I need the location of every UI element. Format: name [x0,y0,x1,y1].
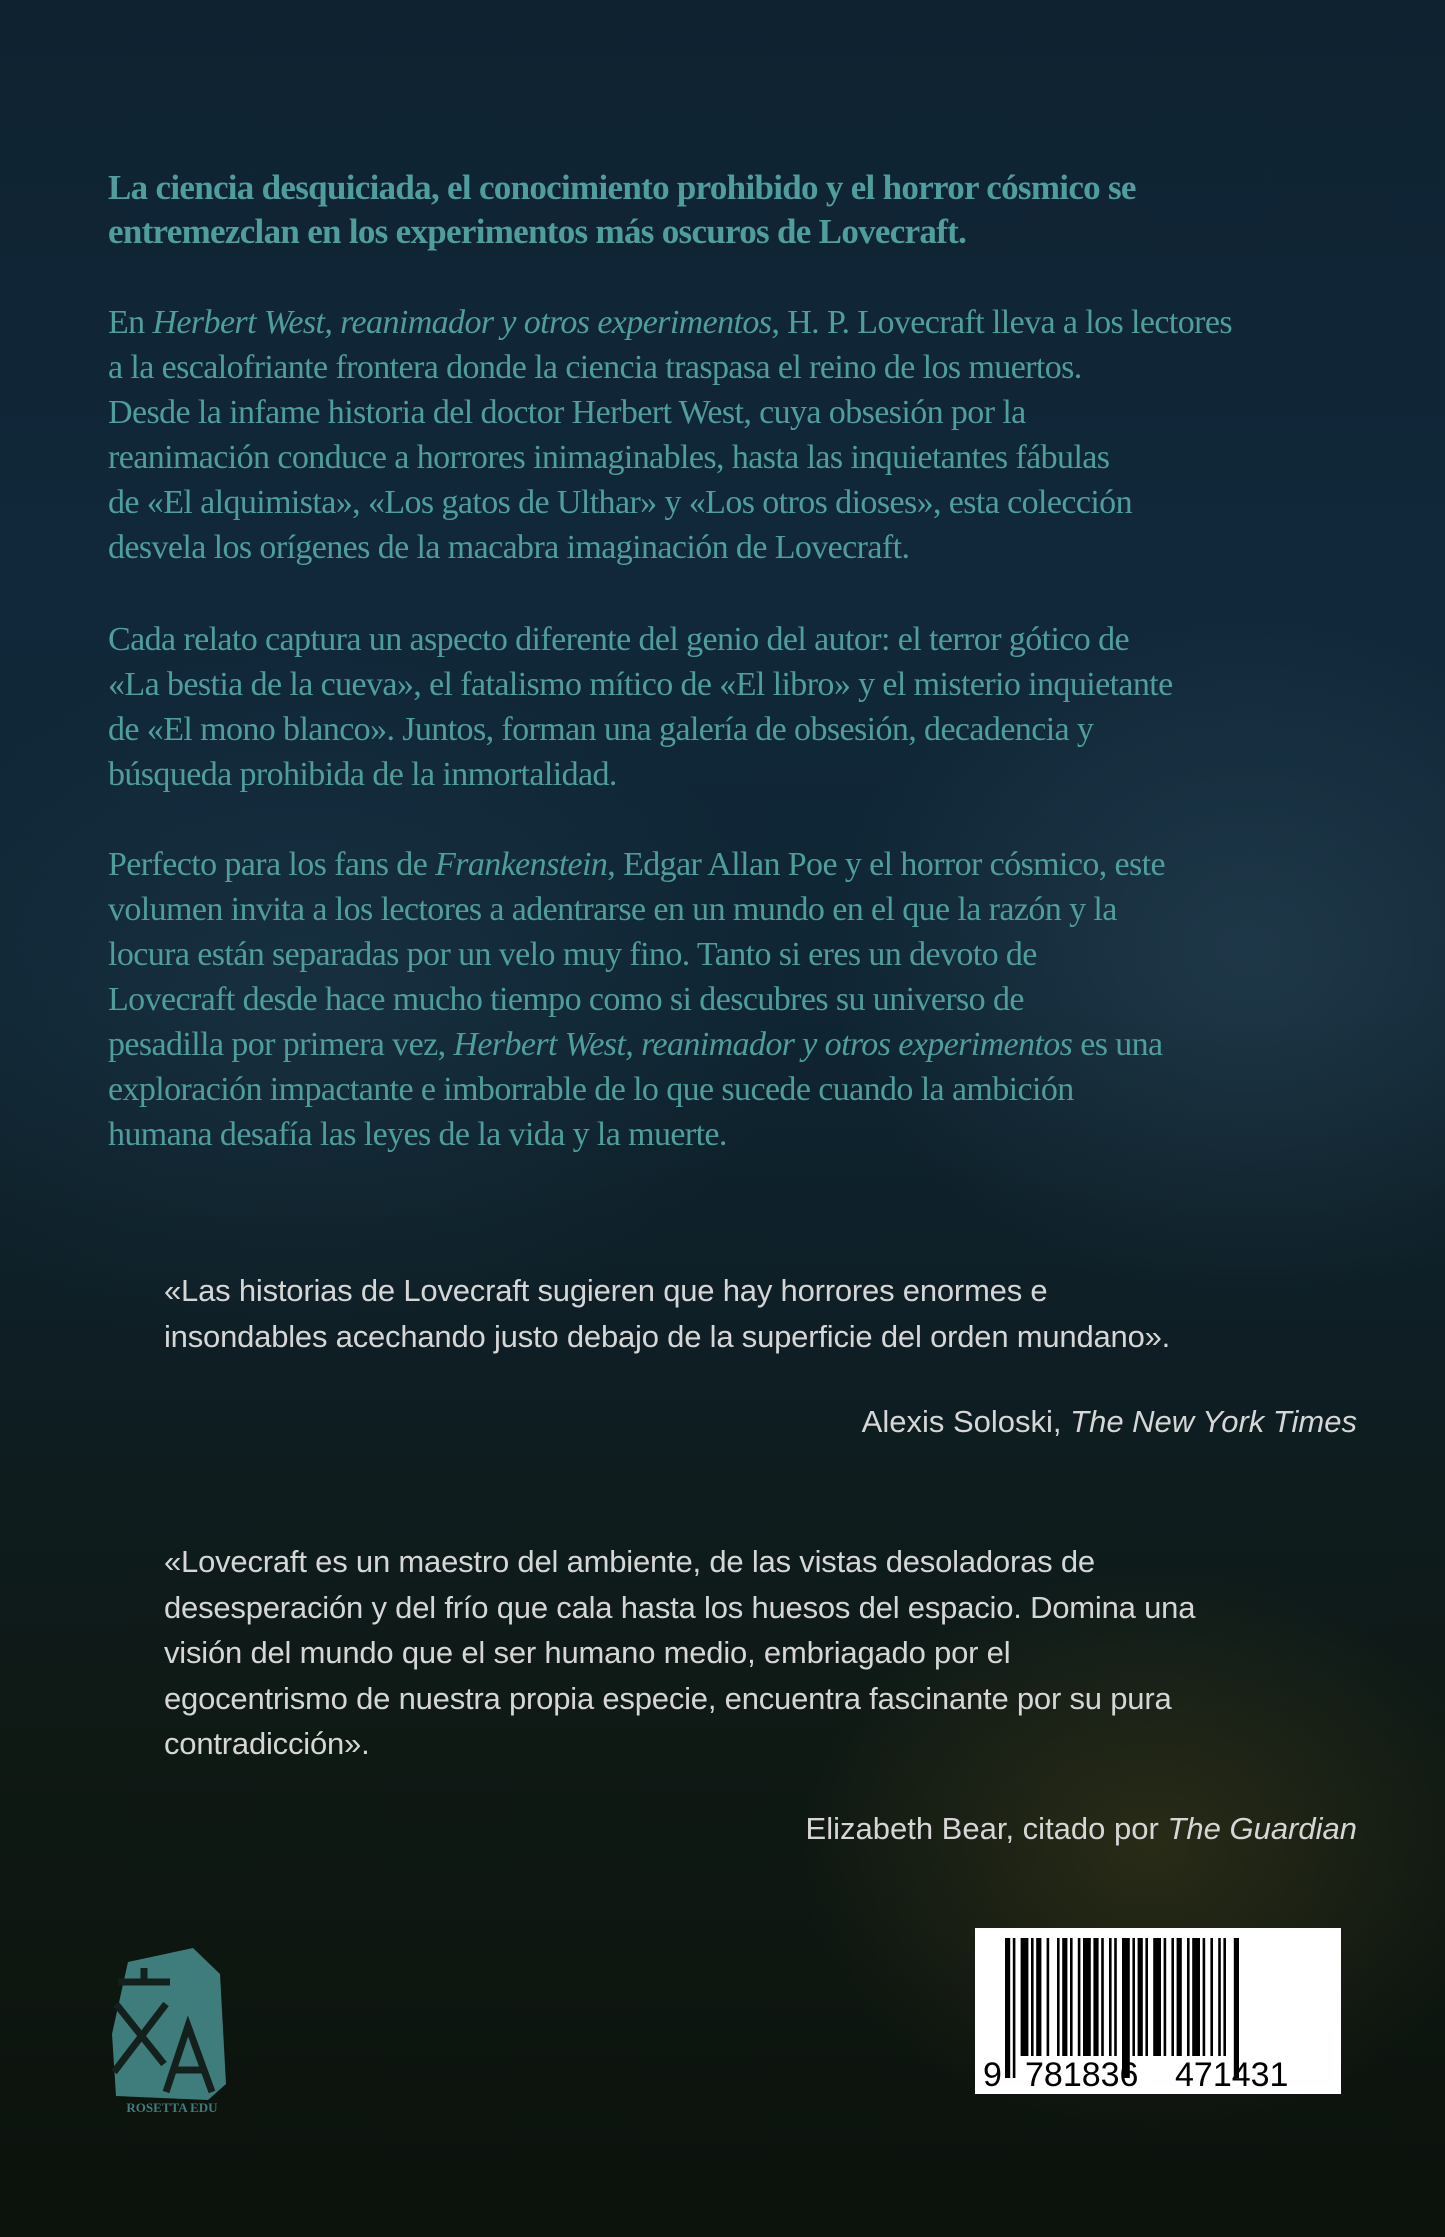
text-line [108,617,1173,662]
barcode-bar [1192,1938,1200,2056]
text-segment: exploración impactante e imborrable de lo que sucede cuando la ambición [108,1071,1074,1108]
text-line [108,932,1165,977]
description-paragraph-2 [108,617,1173,797]
text-segment: volumen invita a los lectores a adentrarse en un mundo en el que la razón y la [108,891,1117,928]
text-segment: de «El alquimista», «Los gatos de Ulthar» y «Los otros dioses», esta colección [108,484,1132,521]
publisher-logo-icon [108,1944,232,2104]
barcode-bar [1210,1938,1213,2056]
text-segment: «Lovecraft es un maestro del ambiente, de las vistas desoladoras de [164,1544,1095,1579]
text-line [108,480,1232,525]
italic-title: The Guardian [1167,1811,1357,1846]
text-segment: pesadilla por primera vez, [108,1026,454,1063]
text-line [164,1539,1195,1585]
text-segment: locura están separadas por un velo muy fino. Tanto si eres un devoto de [108,936,1037,973]
text-line [164,1676,1195,1722]
text-segment: desvela los orígenes de la macabra imaginación de Lovecraft. [108,529,910,566]
text-line [108,752,1173,797]
barcode-bar [1005,1938,1010,2078]
barcode-digits: 9 [983,2056,1002,2094]
text-segment: , H. P. Lovecraft lleva a los lectores [771,304,1232,341]
text-line [108,525,1232,570]
text-segment: En [108,304,153,341]
barcode-bar [1218,1938,1221,2056]
italic-title: Herbert West, reanimador y otros experimentos [152,304,772,341]
barcode-bar [1047,1938,1050,2056]
barcode-bar [1109,1938,1112,2056]
text-line [108,977,1165,1022]
text-segment: Alexis Soloski, [861,1404,1071,1439]
text-segment: Desde la infame historia del doctor Herbert West, cuya obsesión por la [108,394,1026,431]
text-line [108,210,1136,254]
text-segment: «Las historias de Lovecraft sugieren que hay horrores enormes e [164,1273,1048,1308]
barcode-bar [1021,1938,1029,2056]
text-line [108,887,1165,932]
barcode-bar [1223,1938,1226,2056]
publisher-name: ROSETTA EDU [126,2100,218,2115]
barcode-digits: 781836 [1025,2056,1139,2094]
text-line [108,842,1165,887]
barcode-bar [1062,1938,1067,2056]
text-line [108,345,1232,390]
barcode-bar [1036,1938,1041,2056]
text-segment: La ciencia desquiciada, el conocimiento prohibido y el horror cósmico se [108,168,1136,207]
isbn-barcode [975,1928,1341,2094]
text-segment: Elizabeth Bear, citado por [805,1811,1168,1846]
barcode-bar [1153,1938,1161,2056]
italic-title: Herbert West, reanimador y otros experimentos [453,1026,1073,1063]
barcode-bar [1171,1938,1174,2056]
text-line [108,1067,1165,1112]
text-segment: contradicción». [164,1726,370,1761]
barcode-bar [1138,1938,1143,2056]
text-line [108,707,1173,752]
text-line [108,166,1136,210]
text-segment: Cada relato captura un aspecto diferente del genio del autor: el terror gótico de [108,621,1129,658]
text-line [164,1268,1170,1314]
barcode-bar [1164,1938,1167,2056]
italic-title: Frankenstein [435,846,608,883]
text-line [108,662,1173,707]
lead-paragraph [108,166,1136,254]
barcode-bar [1013,1938,1016,2078]
barcode-bar [1070,1938,1073,2056]
italic-title: The New York Times [1070,1404,1357,1439]
barcode-bar [1145,1938,1148,2056]
text-line [164,1585,1195,1631]
barcode-bar [1187,1938,1190,2056]
barcode-bar [1078,1938,1081,2056]
review-attribution-1 [862,1404,1357,1440]
text-segment: Perfecto para los fans de [108,846,436,883]
barcode-bar [1093,1938,1098,2056]
text-segment: a la escalofriante frontera donde la ciencia traspasa el reino de los muertos. [108,349,1082,386]
description-paragraph-3 [108,842,1165,1157]
barcode-digits: 471431 [1175,2056,1289,2094]
text-segment: entremezclan en los experimentos más oscuros de Lovecraft. [108,212,967,251]
text-segment: insondables acechando justo debajo de la superficie del orden mundano». [164,1318,1171,1354]
text-line [108,1112,1165,1157]
barcode-bar [1101,1938,1104,2056]
text-segment: humana desafía las leyes de la vida y la muerte. [108,1116,727,1153]
text-segment: desesperación y del frío que cala hasta los huesos del espacio. Domina una [164,1589,1196,1625]
text-segment: , Edgar Allan Poe y el horror cósmico, este [607,846,1166,883]
review-attribution-2 [806,1811,1357,1847]
text-line [164,1721,1195,1767]
text-segment: reanimación conduce a horrores inimaginables, hasta las inquietantes fábulas [108,439,1110,476]
text-line [164,1314,1170,1360]
barcode-bar [1057,1938,1060,2056]
text-line [164,1630,1195,1676]
barcode-bar [1114,1938,1117,2056]
barcode-bar [1031,1938,1034,2056]
barcode-bar [1083,1938,1091,2056]
text-segment: búsqueda prohibida de la inmortalidad. [108,756,617,793]
text-segment: visión del mundo que el ser humano medio, embriagado por el [164,1635,1011,1670]
barcode-bar [1203,1938,1206,2056]
text-segment: Lovecraft desde hace mucho tiempo como si descubres su universo de [108,981,1024,1018]
text-line [108,1022,1165,1067]
text-segment: es una [1072,1026,1163,1063]
text-line [108,390,1232,435]
barcode-bar [1177,1938,1182,2056]
text-segment: «La bestia de la cueva», el fatalismo mítico de «El libro» y el misterio inquietante [108,666,1173,703]
review-quote-1 [164,1268,1170,1359]
text-segment: de «El mono blanco». Juntos, forman una galería de obsesión, decadencia y [108,711,1094,748]
barcode-bar [1132,1938,1135,2056]
text-line [108,300,1232,345]
text-line [108,435,1232,480]
review-quote-2 [164,1539,1195,1767]
description-paragraph-1 [108,300,1232,570]
text-segment: egocentrismo de nuestra propia especie, encuentra fascinante por su pura [164,1680,1172,1716]
